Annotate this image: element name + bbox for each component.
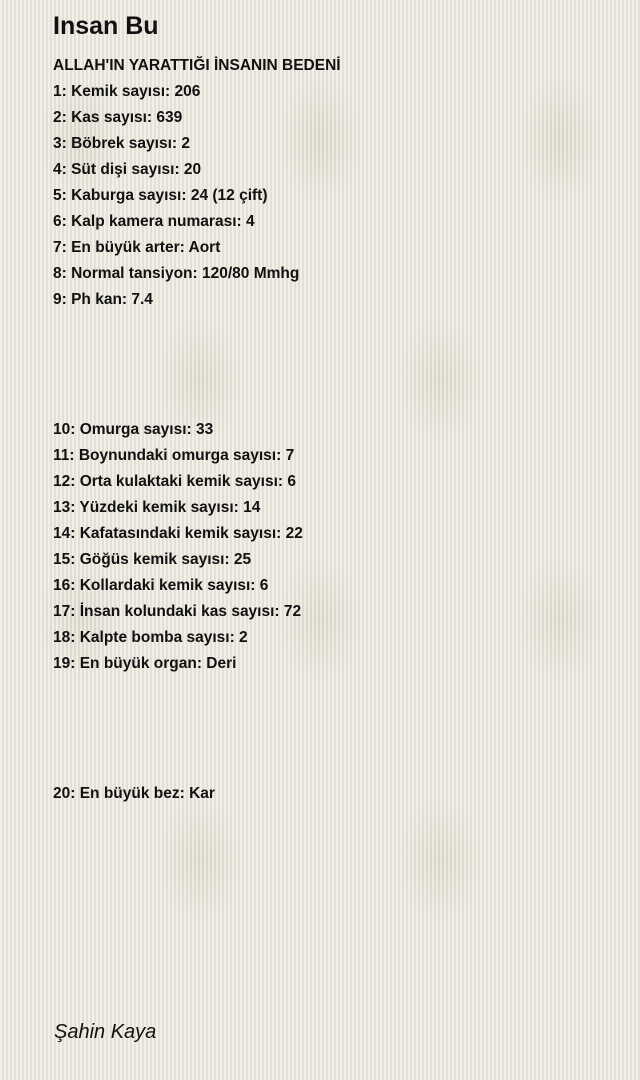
poem-line: 1: Kemik sayısı: 206 xyxy=(53,83,201,100)
stanza-gap xyxy=(53,339,341,365)
poem-line: 10: Omurga sayısı: 33 xyxy=(53,421,214,438)
poem-line: 18: Kalpte bomba sayısı: 2 xyxy=(53,629,248,646)
poem-line: 5: Kaburga sayısı: 24 (12 çift) xyxy=(53,187,268,204)
poem-line: 13: Yüzdeki kemik sayısı: 14 xyxy=(53,499,261,516)
poem-line: 3: Böbrek sayısı: 2 xyxy=(53,135,190,152)
poem-line: 8: Normal tansiyon: 120/80 Mmhg xyxy=(53,265,300,282)
poem-line: 6: Kalp kamera numarası: 4 xyxy=(53,213,255,230)
poem-line: 2: Kas sayısı: 639 xyxy=(53,109,183,126)
stanza-gap xyxy=(53,313,341,339)
stanza-gap xyxy=(53,755,341,781)
poem-heading: ALLAH'IN YARATTIĞI İNSANIN BEDENİ xyxy=(53,57,341,74)
poem-line: 16: Kollardaki kemik sayısı: 6 xyxy=(53,577,269,594)
poem-line: 20: En büyük bez: Kar xyxy=(53,785,215,802)
poem-line: 9: Ph kan: 7.4 xyxy=(53,291,153,308)
poem-line: 11: Boynundaki omurga sayısı: 7 xyxy=(53,447,295,464)
poem-line: 14: Kafatasındaki kemik sayısı: 22 xyxy=(53,525,303,542)
poem-line: 7: En büyük arter: Aort xyxy=(53,239,221,256)
stanza-gap xyxy=(53,391,341,417)
poem-title: Insan Bu xyxy=(53,12,159,40)
poem-line: 12: Orta kulaktaki kemik sayısı: 6 xyxy=(53,473,296,490)
stanza-gap xyxy=(53,729,341,755)
poem-body xyxy=(53,53,341,807)
poem-line: 19: En büyük organ: Deri xyxy=(53,655,237,672)
stanza-gap xyxy=(53,365,341,391)
poem-line: 17: İnsan kolundaki kas sayısı: 72 xyxy=(53,603,302,620)
stanza-gap xyxy=(53,703,341,729)
poem-line: 4: Süt dişi sayısı: 20 xyxy=(53,161,202,178)
stanza-gap xyxy=(53,677,341,703)
poem-author: Şahin Kaya xyxy=(54,1021,157,1043)
poem-line: 15: Göğüs kemik sayısı: 25 xyxy=(53,551,252,568)
